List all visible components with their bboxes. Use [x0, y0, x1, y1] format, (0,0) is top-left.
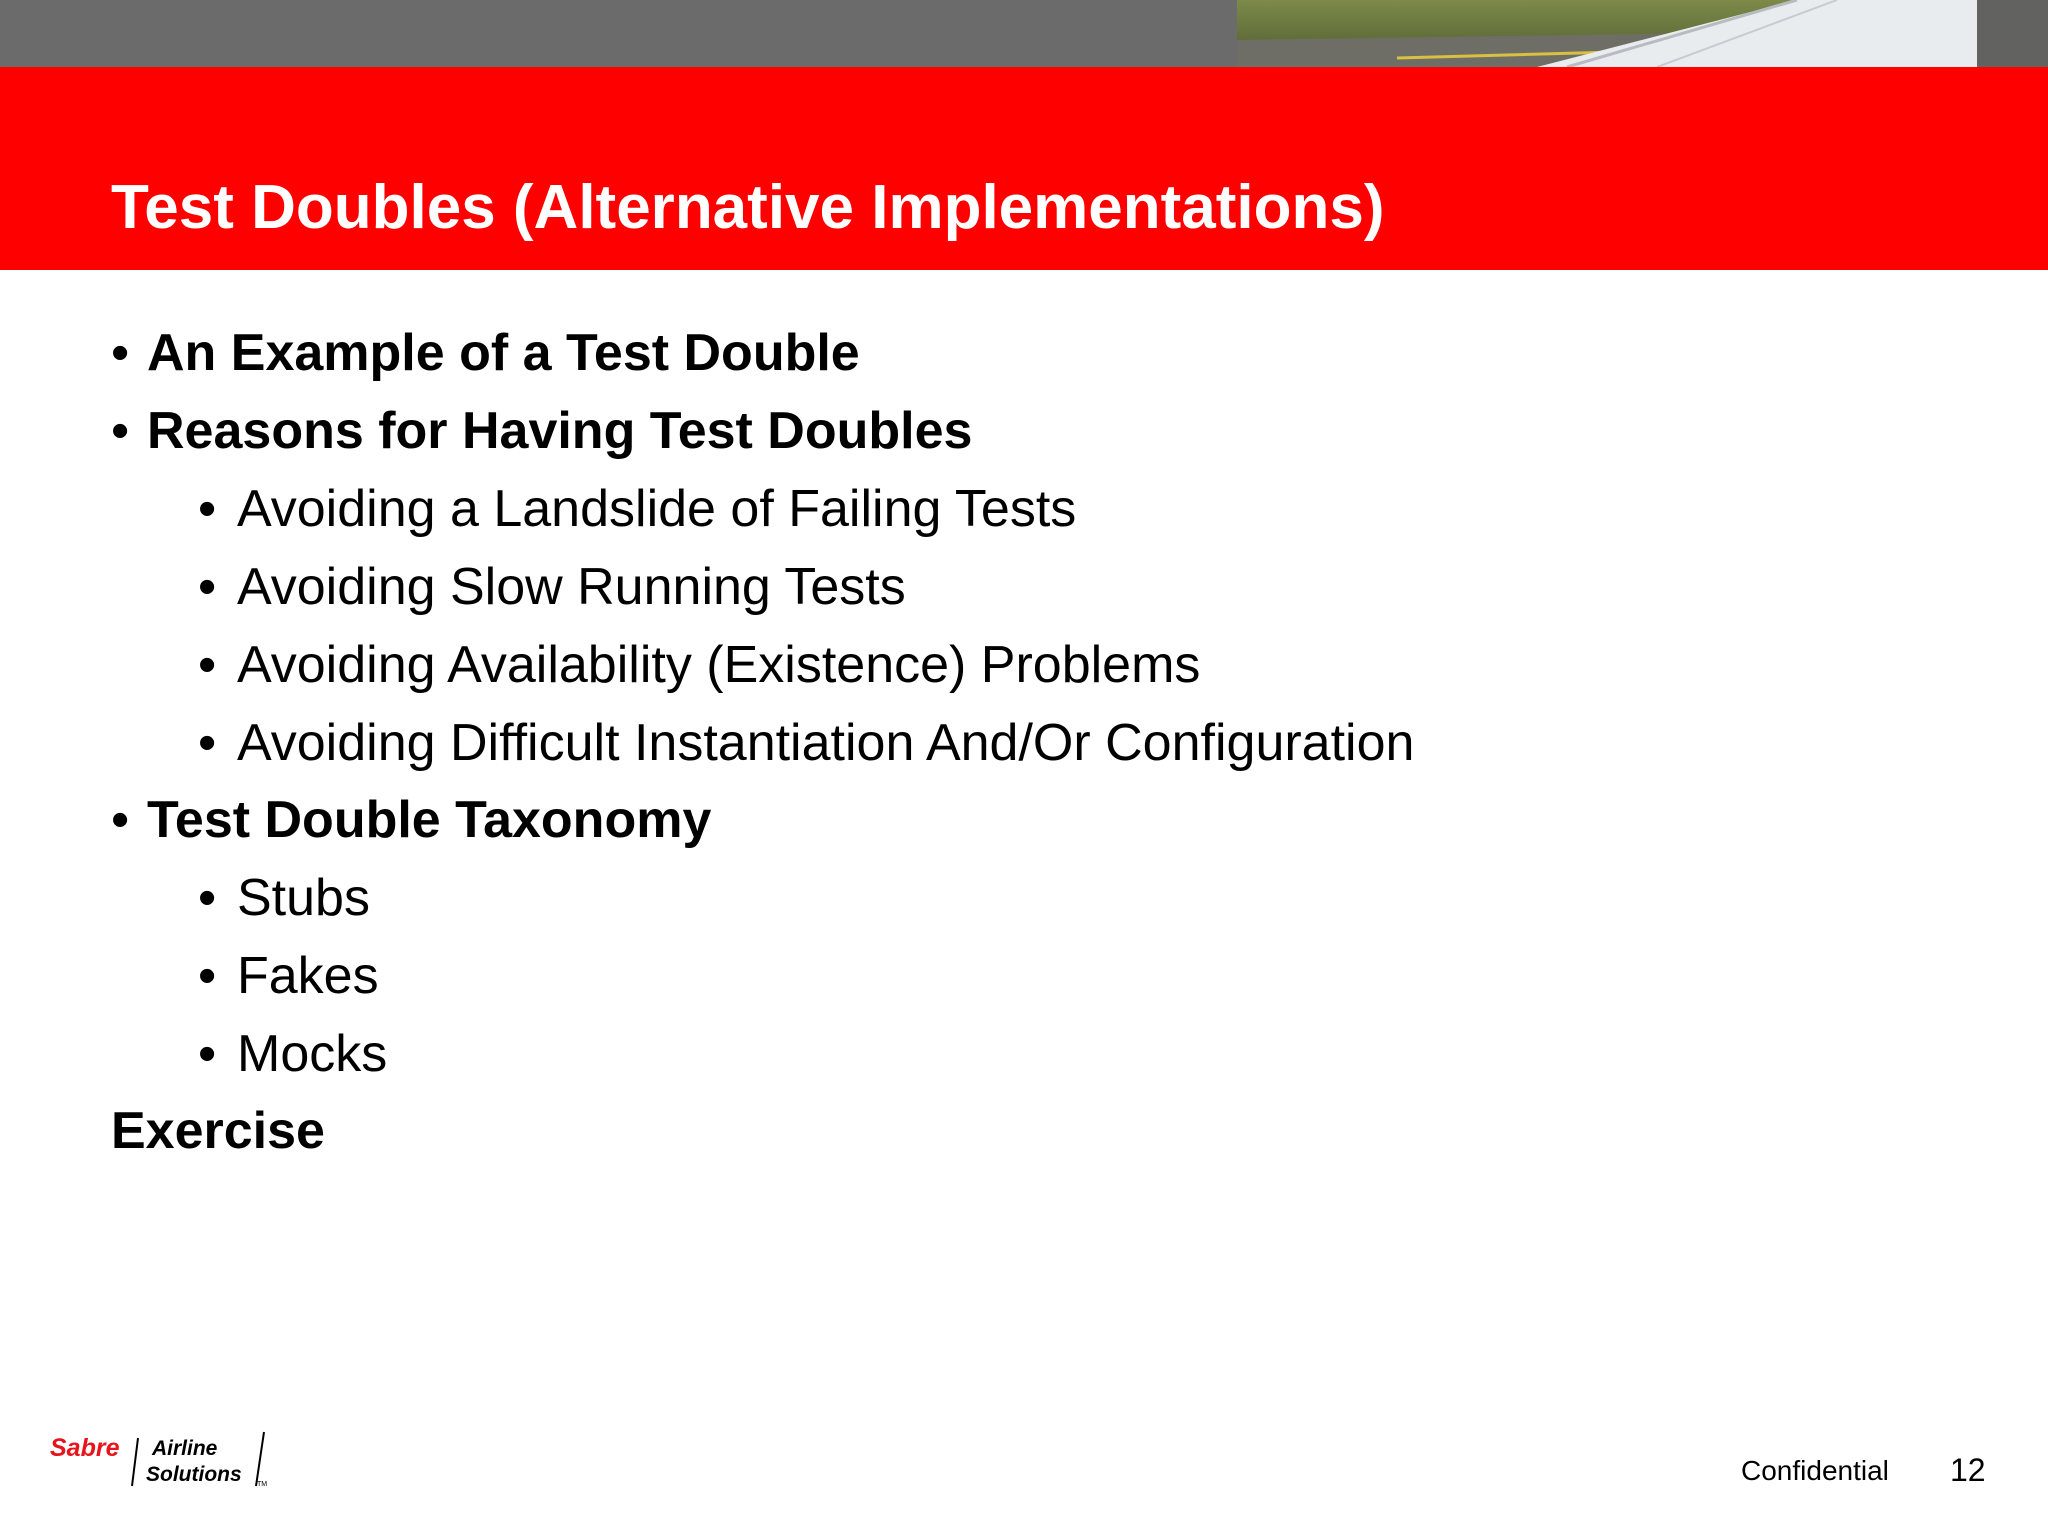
- bullet-text: Avoiding Availability (Existence) Problems: [237, 636, 1201, 694]
- bullet-icon: •: [111, 791, 130, 849]
- sub-bullet-mocks: [198, 1015, 387, 1093]
- bullet-text: Avoiding Difficult Instantiation And/Or Configuration: [237, 714, 1415, 772]
- bullet-text: Reasons for Having Test Doubles: [147, 402, 973, 460]
- logo-line1-text: Airline: [152, 1437, 218, 1460]
- bullet-text: Mocks: [237, 1025, 388, 1083]
- bullet-text: An Example of a Test Double: [147, 324, 860, 382]
- sub-bullet-stubs: [198, 859, 370, 937]
- bullet-icon: •: [198, 714, 217, 772]
- bullet-item-example: [111, 314, 860, 392]
- sub-bullet-instantiation: [198, 704, 1414, 782]
- heading-exercise: [111, 1092, 325, 1170]
- sub-bullet-slow-tests: [198, 548, 906, 626]
- bullet-item-taxonomy: [111, 781, 711, 859]
- bullet-text: Fakes: [237, 947, 379, 1005]
- sub-bullet-landslide: [198, 470, 1076, 548]
- bullet-text: Avoiding a Landslide of Failing Tests: [237, 480, 1077, 538]
- bullet-text: Exercise: [111, 1102, 325, 1160]
- confidential-label: Confidential: [1741, 1455, 1889, 1486]
- sub-bullet-fakes: [198, 937, 379, 1015]
- bullet-icon: •: [198, 558, 217, 616]
- page-number: 12: [1950, 1452, 1986, 1488]
- logo-line2-text: Solutions: [146, 1463, 242, 1486]
- bullet-icon: •: [198, 480, 217, 538]
- bullet-text: Avoiding Slow Running Tests: [237, 558, 906, 616]
- bullet-icon: •: [198, 636, 217, 694]
- bullet-icon: •: [198, 1025, 217, 1083]
- bullet-text: Stubs: [237, 869, 370, 927]
- bullet-icon: •: [198, 947, 217, 1005]
- bullet-item-reasons: [111, 392, 972, 470]
- bullet-text: Test Double Taxonomy: [147, 791, 712, 849]
- bullet-icon: •: [111, 324, 130, 382]
- sabre-airline-solutions-logo: [50, 1428, 280, 1488]
- logo-brand-text: Sabre: [50, 1434, 120, 1462]
- logo-tm-text: TM: [257, 1481, 268, 1488]
- slide-title: Test Doubles (Alternative Implementations): [111, 173, 1385, 242]
- bullet-icon: •: [198, 869, 217, 927]
- sub-bullet-availability: [198, 626, 1200, 704]
- bullet-icon: •: [111, 402, 130, 460]
